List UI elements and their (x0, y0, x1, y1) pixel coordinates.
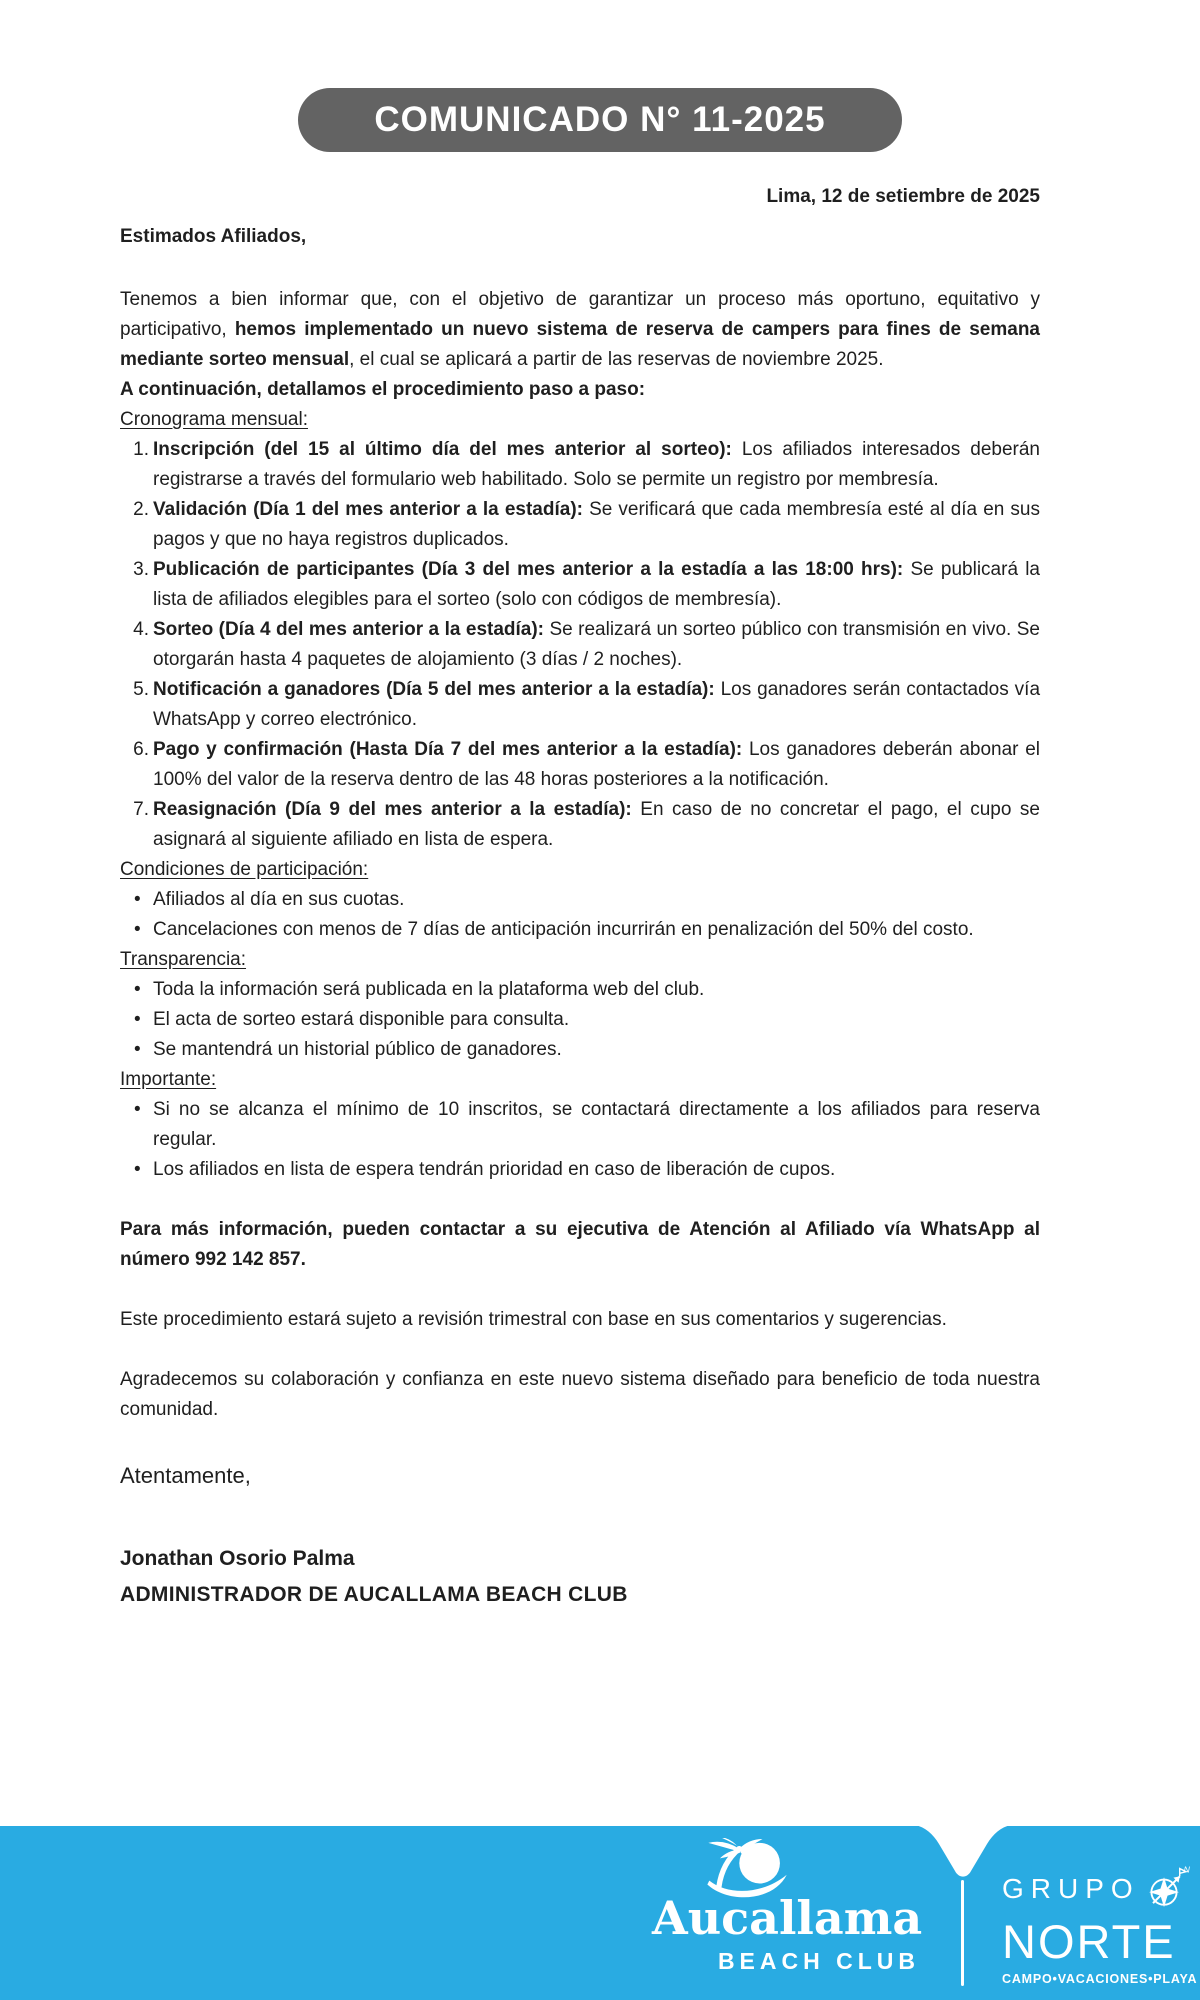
signature-name: Jonathan Osorio Palma (120, 1547, 355, 1570)
grupo-norte-top-row (1002, 1860, 1192, 1918)
section-heading: Transparencia: (120, 949, 247, 970)
bullet-item (120, 1095, 1040, 1155)
club-subtitle: BEACH CLUB (717, 1948, 920, 1974)
procedure-intro: A continuación, detallamos el procedimiento paso a paso: (120, 379, 646, 400)
bullet-sections (120, 855, 1040, 1185)
greeting: Estimados Afiliados, (120, 226, 307, 247)
grupo-norte-logo (1002, 1860, 1198, 1986)
bullet-item (120, 885, 1040, 915)
step-title: Reasignación (Día 9 del mes anterior a la estadía): (153, 799, 632, 820)
step-item (120, 495, 1040, 555)
bullet-item (120, 1035, 1040, 1065)
bullet-list (120, 975, 1040, 1065)
header (0, 88, 1200, 152)
step-title: Validación (Día 1 del mes anterior a la estadía): (153, 499, 583, 520)
step-title: Pago y confirmación (Hasta Día 7 del mes anterior a la estadía): (153, 739, 743, 760)
intro-post: , el cual se aplicará a partir de las reservas de noviembre 2025. (349, 349, 884, 370)
grupo-word: GRUPO (1002, 1873, 1140, 1904)
closing: Atentamente, (120, 1463, 251, 1488)
step-title: Inscripción (del 15 al último día del mes anterior al sorteo): (153, 439, 732, 460)
step-item (120, 735, 1040, 795)
schedule-heading-row (120, 405, 1040, 435)
step-title: Publicación de participantes (Día 3 del mes anterior a la estadía a las 18:00 hrs): (153, 559, 904, 580)
bullet-list (120, 885, 1040, 945)
bullet-text: Si no se alcanza el mínimo de 10 inscritos, se contactará directamente a los afiliados para reserva regular. (153, 1099, 1040, 1150)
step-item (120, 675, 1040, 735)
bullet-marker: • (134, 979, 141, 1000)
compass-n-label: N (1183, 1864, 1190, 1875)
intro-pre: Tenemos a bien informar que, con el objetivo de garantizar un proceso más oportuno, equitativo y participativo, (120, 289, 1040, 340)
bullet-marker: • (134, 919, 141, 940)
step-item (120, 795, 1040, 855)
step-item (120, 435, 1040, 495)
step-text: Los afiliados interesados deberán registrarse a través del formulario web habilitado. Solo se permite un registro por membresía. (153, 439, 1040, 490)
section-heading: Condiciones de participación: (120, 859, 369, 880)
norte-word: NORTE (1002, 1915, 1176, 1968)
intro-paragraph (120, 285, 1040, 375)
letter-body (120, 182, 1040, 1609)
section-heading-row (120, 855, 1040, 885)
ribbon-notch (915, 1825, 1011, 1885)
date-line: Lima, 12 de setiembre de 2025 (766, 186, 1040, 207)
step-number: 4. (133, 619, 149, 640)
thanks-paragraph: Agradecemos su colaboración y confianza en este nuevo sistema diseñado para beneficio de toda nuestra comunidad. (120, 1369, 1040, 1420)
bullet-item (120, 915, 1040, 945)
group-tagline: CAMPO•VACACIONES•PLAYA (1002, 1972, 1198, 1986)
step-text: Los ganadores serán contactados vía WhatsApp y correo electrónico. (153, 679, 1041, 730)
step-text: Se publicará la lista de afiliados elegibles para el sorteo (solo con códigos de membresía). (153, 559, 1041, 610)
step-number: 6. (133, 739, 149, 760)
footer-band (0, 1826, 1200, 2000)
section-heading-row (120, 1065, 1040, 1095)
review-paragraph: Este procedimiento estará sujeto a revisión trimestral con base en sus comentarios y sugerencias. (120, 1309, 947, 1330)
bullet-text: El acta de sorteo estará disponible para consulta. (153, 1009, 570, 1030)
bullet-text: Los afiliados en lista de espera tendrán prioridad en caso de liberación de cupos. (153, 1159, 836, 1180)
signature-title: ADMINISTRADOR DE AUCALLAMA BEACH CLUB (120, 1583, 628, 1606)
step-number: 3. (133, 559, 149, 580)
steps-list (120, 435, 1040, 855)
bullet-item (120, 1005, 1040, 1035)
step-number: 7. (133, 799, 149, 820)
step-number: 2. (133, 499, 149, 520)
bullet-marker: • (134, 1009, 141, 1030)
bullet-item (120, 975, 1040, 1005)
bullet-text: Afiliados al día en sus cuotas. (153, 889, 405, 910)
contact-paragraph: Para más información, pueden contactar a su ejecutiva de Atención al Afiliado vía WhatsApp al número 992 142 857. (120, 1219, 1040, 1270)
bullet-text: Toda la información será publicada en la plataforma web del club. (153, 979, 705, 1000)
step-text: Se verificará que cada membresía esté al día en sus pagos y que no haya registros duplicados. (153, 499, 1040, 550)
bullet-item (120, 1155, 1040, 1185)
palm-sun-wave-icon (694, 1838, 802, 1898)
communique-title-badge: COMUNICADO N° 11-2025 (298, 88, 901, 152)
bullet-marker: • (134, 1159, 141, 1180)
step-item (120, 615, 1040, 675)
step-title: Notificación a ganadores (Día 5 del mes anterior a la estadía): (153, 679, 715, 700)
step-text: Se realizará un sorteo público con transmisión en vivo. Se otorgarán hasta 4 paquetes de alojamiento (3 días / 2 noches). (153, 619, 1040, 670)
section-heading: Importante: (120, 1069, 217, 1090)
step-text: En caso de no concretar el pago, el cupo se asignará al siguiente afiliado en lista de espera. (153, 799, 1040, 850)
club-name: Aucallama (652, 1891, 923, 1945)
bullet-list (120, 1095, 1040, 1185)
schedule-heading: Cronograma mensual: (120, 409, 308, 430)
step-item (120, 555, 1040, 615)
intro-bold: hemos implementado un nuevo sistema de reserva de campers para fines de semana mediante sorteo mensual (120, 319, 1040, 370)
step-title: Sorteo (Día 4 del mes anterior a la estadía): (153, 619, 545, 640)
compass-icon (1142, 1860, 1192, 1918)
step-number: 5. (133, 679, 149, 700)
bullet-text: Se mantendrá un historial público de ganadores. (153, 1039, 562, 1060)
section-heading-row (120, 945, 1040, 975)
bullet-text: Cancelaciones con menos de 7 días de anticipación incurrirán en penalización del 50% del costo. (153, 919, 974, 940)
step-number: 1. (133, 439, 149, 460)
bullet-marker: • (134, 1099, 141, 1120)
bullet-marker: • (134, 1039, 141, 1060)
bullet-marker: • (134, 889, 141, 910)
footer-divider (961, 1880, 964, 1986)
step-text: Los ganadores deberán abonar el 100% del valor de la reserva dentro de las 48 horas posteriores a la notificación. (153, 739, 1040, 790)
